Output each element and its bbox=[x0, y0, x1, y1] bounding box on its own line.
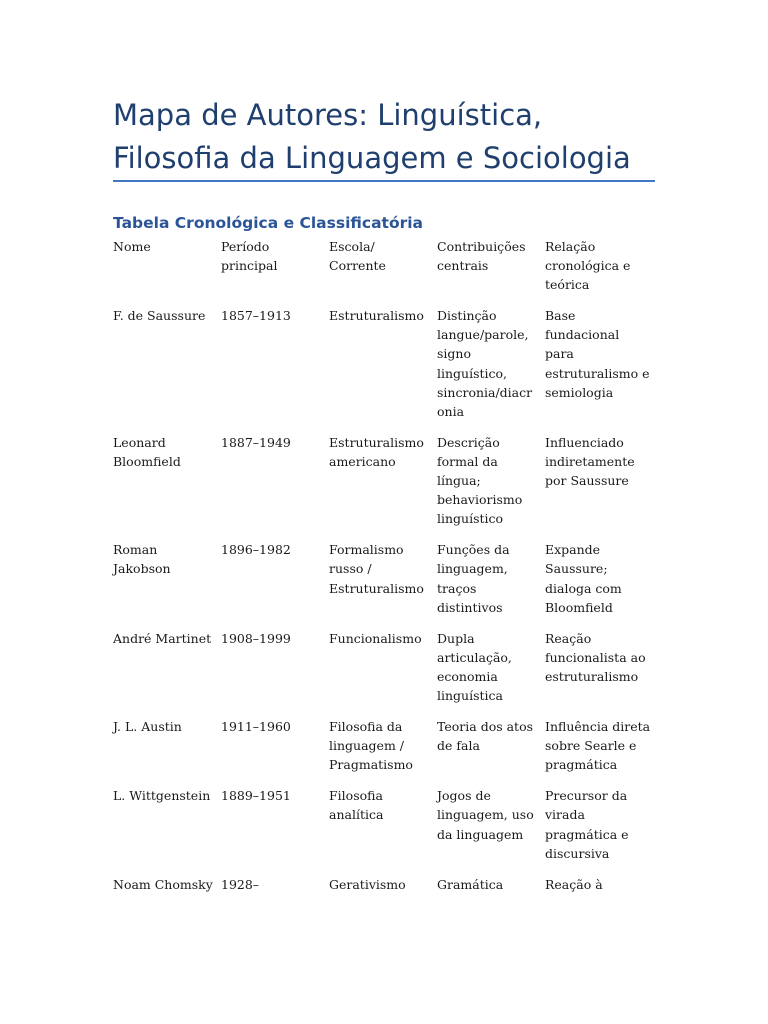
document-title: Mapa de Autores: Linguística, Filosofia da Linguagem e Sociologia bbox=[113, 98, 631, 175]
cell-periodo: 1857–1913 bbox=[221, 308, 291, 324]
cell-escola: Filosofia da linguagem / Pragmatismo bbox=[329, 719, 413, 773]
cell-nome: Leonard Bloomfield bbox=[113, 434, 181, 469]
cell-nome: André Martinet bbox=[113, 630, 212, 646]
cell-escola: Estruturalismo americano bbox=[329, 434, 424, 469]
cell-escola: Estruturalismo bbox=[329, 308, 424, 324]
cell-escola: Gerativismo bbox=[329, 876, 406, 892]
cell-periodo: 1896–1982 bbox=[221, 542, 291, 558]
cell-nome: F. de Saussure bbox=[113, 308, 206, 324]
section-title: Tabela Cronológica e Classificatória bbox=[113, 214, 424, 232]
cell-contribuicoes: Descrição formal da língua; behaviorismo linguístico bbox=[437, 434, 523, 527]
table-row bbox=[113, 540, 658, 628]
cell-relacao: Expande Saussure; dialoga com Bloomfield bbox=[545, 542, 622, 615]
cell-contribuicoes: Distinção langue/parole, signo linguístico, sincronia/diacronia bbox=[437, 308, 533, 419]
cell-relacao: Precursor da virada pragmática e discursiva bbox=[545, 788, 629, 861]
cell-relacao: Reação à bbox=[545, 876, 603, 892]
authors-table bbox=[113, 237, 658, 906]
cell-relacao: Influência direta sobre Searle e pragmática bbox=[545, 719, 651, 773]
table-header-row bbox=[113, 237, 658, 306]
table-row bbox=[113, 786, 658, 874]
cell-periodo: 1911–1960 bbox=[221, 719, 291, 735]
header-escola: Escola/ Corrente bbox=[329, 239, 386, 274]
cell-contribuicoes: Jogos de linguagem, uso da linguagem bbox=[437, 788, 534, 842]
cell-nome: Roman Jakobson bbox=[113, 542, 171, 577]
cell-contribuicoes: Funções da linguagem, traços distintivos bbox=[437, 542, 510, 615]
cell-contribuicoes: Dupla articulação, economia linguística bbox=[437, 630, 512, 703]
cell-escola: Formalismo russo / Estruturalismo bbox=[329, 542, 424, 596]
cell-contribuicoes: Teoria dos atos de fala bbox=[437, 719, 534, 754]
cell-nome: Noam Chomsky bbox=[113, 876, 213, 892]
header-relacao: Relação cronológica e teórica bbox=[545, 239, 631, 293]
cell-escola: Funcionalismo bbox=[329, 630, 422, 646]
header-periodo: Período principal bbox=[221, 239, 278, 274]
cell-periodo: 1889–1951 bbox=[221, 788, 291, 804]
cell-periodo: 1887–1949 bbox=[221, 434, 291, 450]
cell-contribuicoes: Gramática bbox=[437, 876, 504, 892]
cell-periodo: 1908–1999 bbox=[221, 630, 291, 646]
table-row bbox=[113, 717, 658, 786]
table-row bbox=[113, 875, 658, 906]
table-row bbox=[113, 629, 658, 717]
table-row bbox=[113, 433, 658, 540]
cell-escola: Filosofia analítica bbox=[329, 788, 384, 823]
table-row bbox=[113, 306, 658, 433]
title-underline bbox=[113, 180, 655, 182]
cell-nome: L. Wittgenstein bbox=[113, 788, 211, 804]
cell-nome: J. L. Austin bbox=[113, 719, 182, 735]
cell-relacao: Reação funcionalista ao estruturalismo bbox=[545, 630, 646, 684]
cell-relacao: Base fundacional para estruturalismo e semiologia bbox=[545, 308, 650, 400]
cell-relacao: Influenciado indiretamente por Saussure bbox=[545, 434, 635, 489]
cell-periodo: 1928– bbox=[221, 876, 260, 892]
header-contribuicoes: Contribuições centrais bbox=[437, 239, 526, 274]
header-nome: Nome bbox=[113, 239, 151, 254]
